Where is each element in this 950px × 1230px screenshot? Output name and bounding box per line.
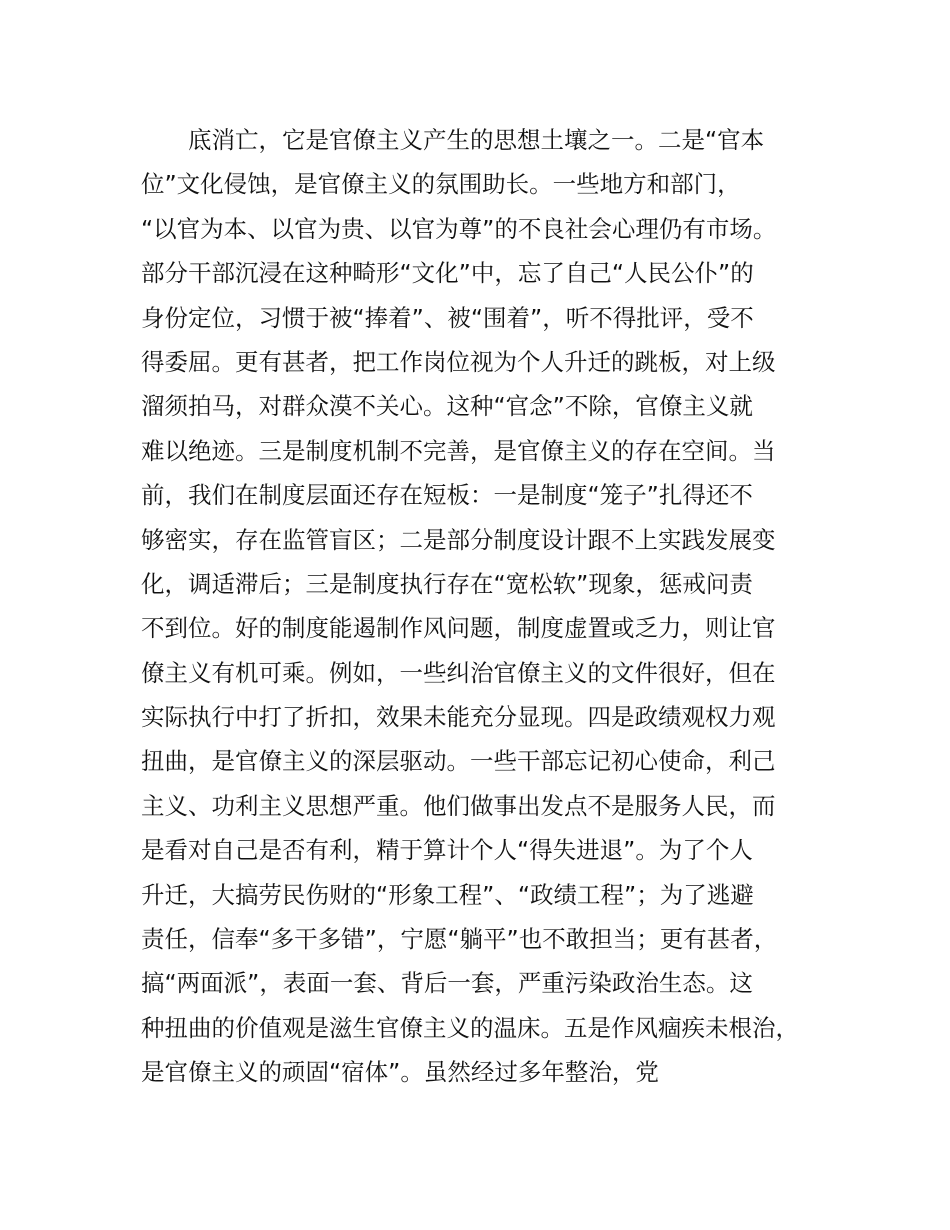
body-paragraph: [141, 118, 841, 1095]
text-line: 升迁，大搞劳民伤财的“形象工程”、“政绩工程”；为了逃避: [141, 880, 754, 909]
text-line: 实际执行中打了折扣，效果未能充分显现。四是政绩观权力观: [141, 703, 776, 732]
text-line: 扭曲，是官僚主义的深层驱动。一些干部忘记初心使命，利己: [141, 747, 776, 776]
text-line: 化，调适滞后；三是制度执行存在“宽松软”现象，惩戒问责: [141, 569, 753, 598]
text-line: 种扭曲的价值观是滋生官僚主义的温床。五是作风痼疾未根治，: [141, 1013, 799, 1042]
text-line: 身份定位，习惯于被“捧着”、被“围着”，听不得批评，受不: [141, 303, 754, 332]
text-line: 够密实，存在监管盲区；二是部分制度设计跟不上实践发展变: [141, 525, 776, 554]
text-line: 溜须拍马，对群众漠不关心。这种“官念”不除，官僚主义就: [141, 392, 753, 421]
text-line: 不到位。好的制度能遏制作风问题，制度虚置或乏力，则让官: [141, 614, 776, 643]
text-line: 前，我们在制度层面还存在短板：一是制度“笼子”扎得还不: [141, 481, 753, 510]
text-line: “以官为本、以官为贵、以官为尊”的不良社会心理仍有市场。: [141, 214, 777, 243]
text-line: 搞“两面派”，表面一套、背后一套，严重污染政治生态。这: [141, 969, 753, 998]
text-line: 是看对自己是否有利，精于算计个人“得失进退”。为了个人: [141, 836, 753, 865]
text-line: 得委屈。更有甚者，把工作岗位视为个人升迁的跳板，对上级: [141, 347, 776, 376]
text-line: 是官僚主义的顽固“宿体”。虽然经过多年整治，党: [141, 1058, 659, 1087]
text-line: 部分干部沉浸在这种畸形“文化”中，忘了自己“人民公仆”的: [141, 259, 754, 288]
text-line: 底消亡，它是官僚主义产生的思想土壤之一。二是“官本: [188, 126, 765, 154]
text-line: 责任，信奉“多干多错”，宁愿“躺平”也不敢担当；更有甚者，: [141, 925, 778, 954]
text-line: 僚主义有机可乘。例如，一些纠治官僚主义的文件很好，但在: [141, 658, 776, 687]
text-line: 难以绝迹。三是制度机制不完善，是官僚主义的存在空间。当: [141, 436, 776, 465]
text-line: 主义、功利主义思想严重。他们做事出发点不是服务人民，而: [141, 791, 776, 820]
text-line: 位”文化侵蚀，是官僚主义的氛围助长。一些地方和部门，: [141, 170, 741, 199]
